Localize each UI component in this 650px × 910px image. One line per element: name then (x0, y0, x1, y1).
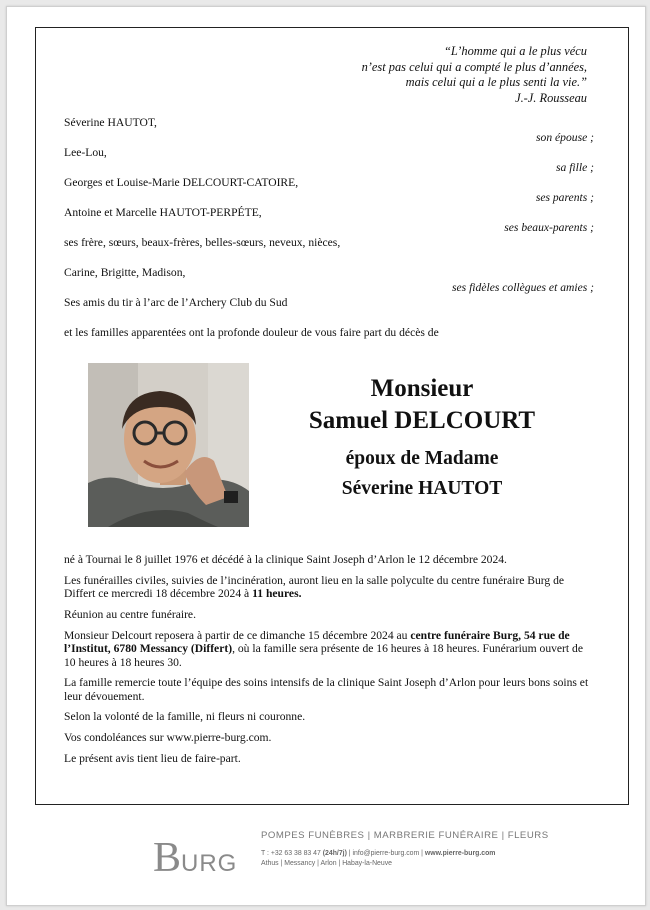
reunion-paragraph: Réunion au centre funéraire. (64, 607, 196, 621)
spouse-line: époux de Madame (345, 448, 499, 469)
flowers-paragraph: Selon la volonté de la famille, ni fleurs ni couronne. (64, 710, 306, 724)
family-name: Antoine et Marcelle HAUTOT-PERPÉTE, (64, 206, 262, 219)
funeral-paragraph (64, 574, 592, 601)
portrait-illustration (88, 363, 249, 527)
family-relation (64, 310, 594, 325)
funeral-text: Les funérailles civiles, suivies de l’incinération, auront lieu en la salle polyculte du centre funéraire Burg de Differt ce mercredi 18 décembre 2024 à (64, 573, 565, 601)
family-name: Lee-Lou, (64, 146, 107, 159)
family-relation: ses fidèles collègues et amies ; (452, 281, 594, 294)
family-list (64, 115, 594, 340)
condolences-paragraph: Vos condoléances sur www.pierre-burg.com. (64, 731, 272, 745)
footer-text (261, 830, 549, 867)
family-name: Georges et Louise-Marie DELCOURT-CATOIRE, (64, 176, 299, 189)
family-name: Ses amis du tir à l’arc de l’Archery Club du Sud (64, 296, 288, 309)
thanks-paragraph: La famille remercie toute l’équipe des soins intensifs de la clinique Saint Joseph d’Arlon pour leurs bons soins et leur dévouement. (64, 676, 589, 703)
logo-wordmark: URG (181, 850, 238, 877)
notice-paragraph: Le présent avis tient lieu de faire-part. (64, 751, 241, 765)
family-name: et les familles apparentées ont la profonde douleur de vous faire part du décès de (64, 326, 439, 339)
epigraph-quote (362, 44, 587, 106)
family-relation: ses parents ; (535, 191, 594, 204)
family-relation: son épouse ; (536, 131, 594, 144)
deceased-title: Monsieur (370, 375, 474, 402)
burg-logo (153, 835, 248, 877)
footer-locations: Athus | Messancy | Arlon | Habay-la-Neuve (261, 860, 392, 867)
footer-phone-hours: (24h/7j) (322, 850, 347, 857)
quote-line: “L’homme qui a le plus vécu (443, 44, 587, 58)
quote-author: J.-J. Rousseau (515, 90, 587, 105)
obituary-page (6, 6, 646, 906)
repose-hours: , où la famille sera présente de 16 heures à 18 heures. Funérarium ouvert de 10 heures à 18 heures 30. (64, 642, 583, 669)
quote-line: n’est pas celui qui a compté le plus d’années, (361, 59, 587, 74)
deceased-block (273, 373, 571, 504)
footer-website[interactable]: www.pierre-burg.com (424, 850, 496, 857)
birth-death-paragraph: né à Tournai le 8 juillet 1976 et décédé à la clinique Saint Joseph d’Arlon le 12 décembre 2024. (64, 553, 507, 566)
repose-place: centre funéraire Burg, 54 rue de l’Institut, 6780 Messancy (Differt) (64, 628, 570, 656)
footer-phone: T : +32 63 38 83 47 (261, 850, 323, 857)
repose-text: Monsieur Delcourt reposera à partir de ce dimanche 15 décembre 2024 au (64, 628, 411, 642)
family-name: Séverine HAUTOT, (64, 116, 157, 129)
deceased-name: Samuel DELCOURT (308, 407, 536, 434)
logo-letter-b: B (153, 835, 182, 877)
notice-body (64, 553, 592, 773)
footer-email: | info@pierre-burg.com | (346, 850, 425, 857)
family-relation: sa fille ; (556, 161, 594, 174)
funeral-time: 11 heures. (252, 587, 302, 601)
footer-contact (261, 850, 549, 857)
quote-line: mais celui qui a le plus senti la vie.” (405, 75, 587, 89)
family-relation (64, 250, 594, 265)
portrait-photo (88, 363, 249, 527)
family-name: Carine, Brigitte, Madison, (64, 266, 186, 279)
spouse-name: Séverine HAUTOT (341, 478, 503, 499)
family-relation: ses beaux-parents ; (504, 221, 594, 234)
footer-services: POMPES FUNÈBRES | MARBRERIE FUNÉRAIRE | FLEURS (261, 830, 549, 841)
repose-paragraph (64, 629, 592, 670)
family-name: ses frère, sœurs, beaux-frères, belles-sœurs, neveux, nièces, (64, 236, 341, 249)
footer (7, 817, 645, 903)
